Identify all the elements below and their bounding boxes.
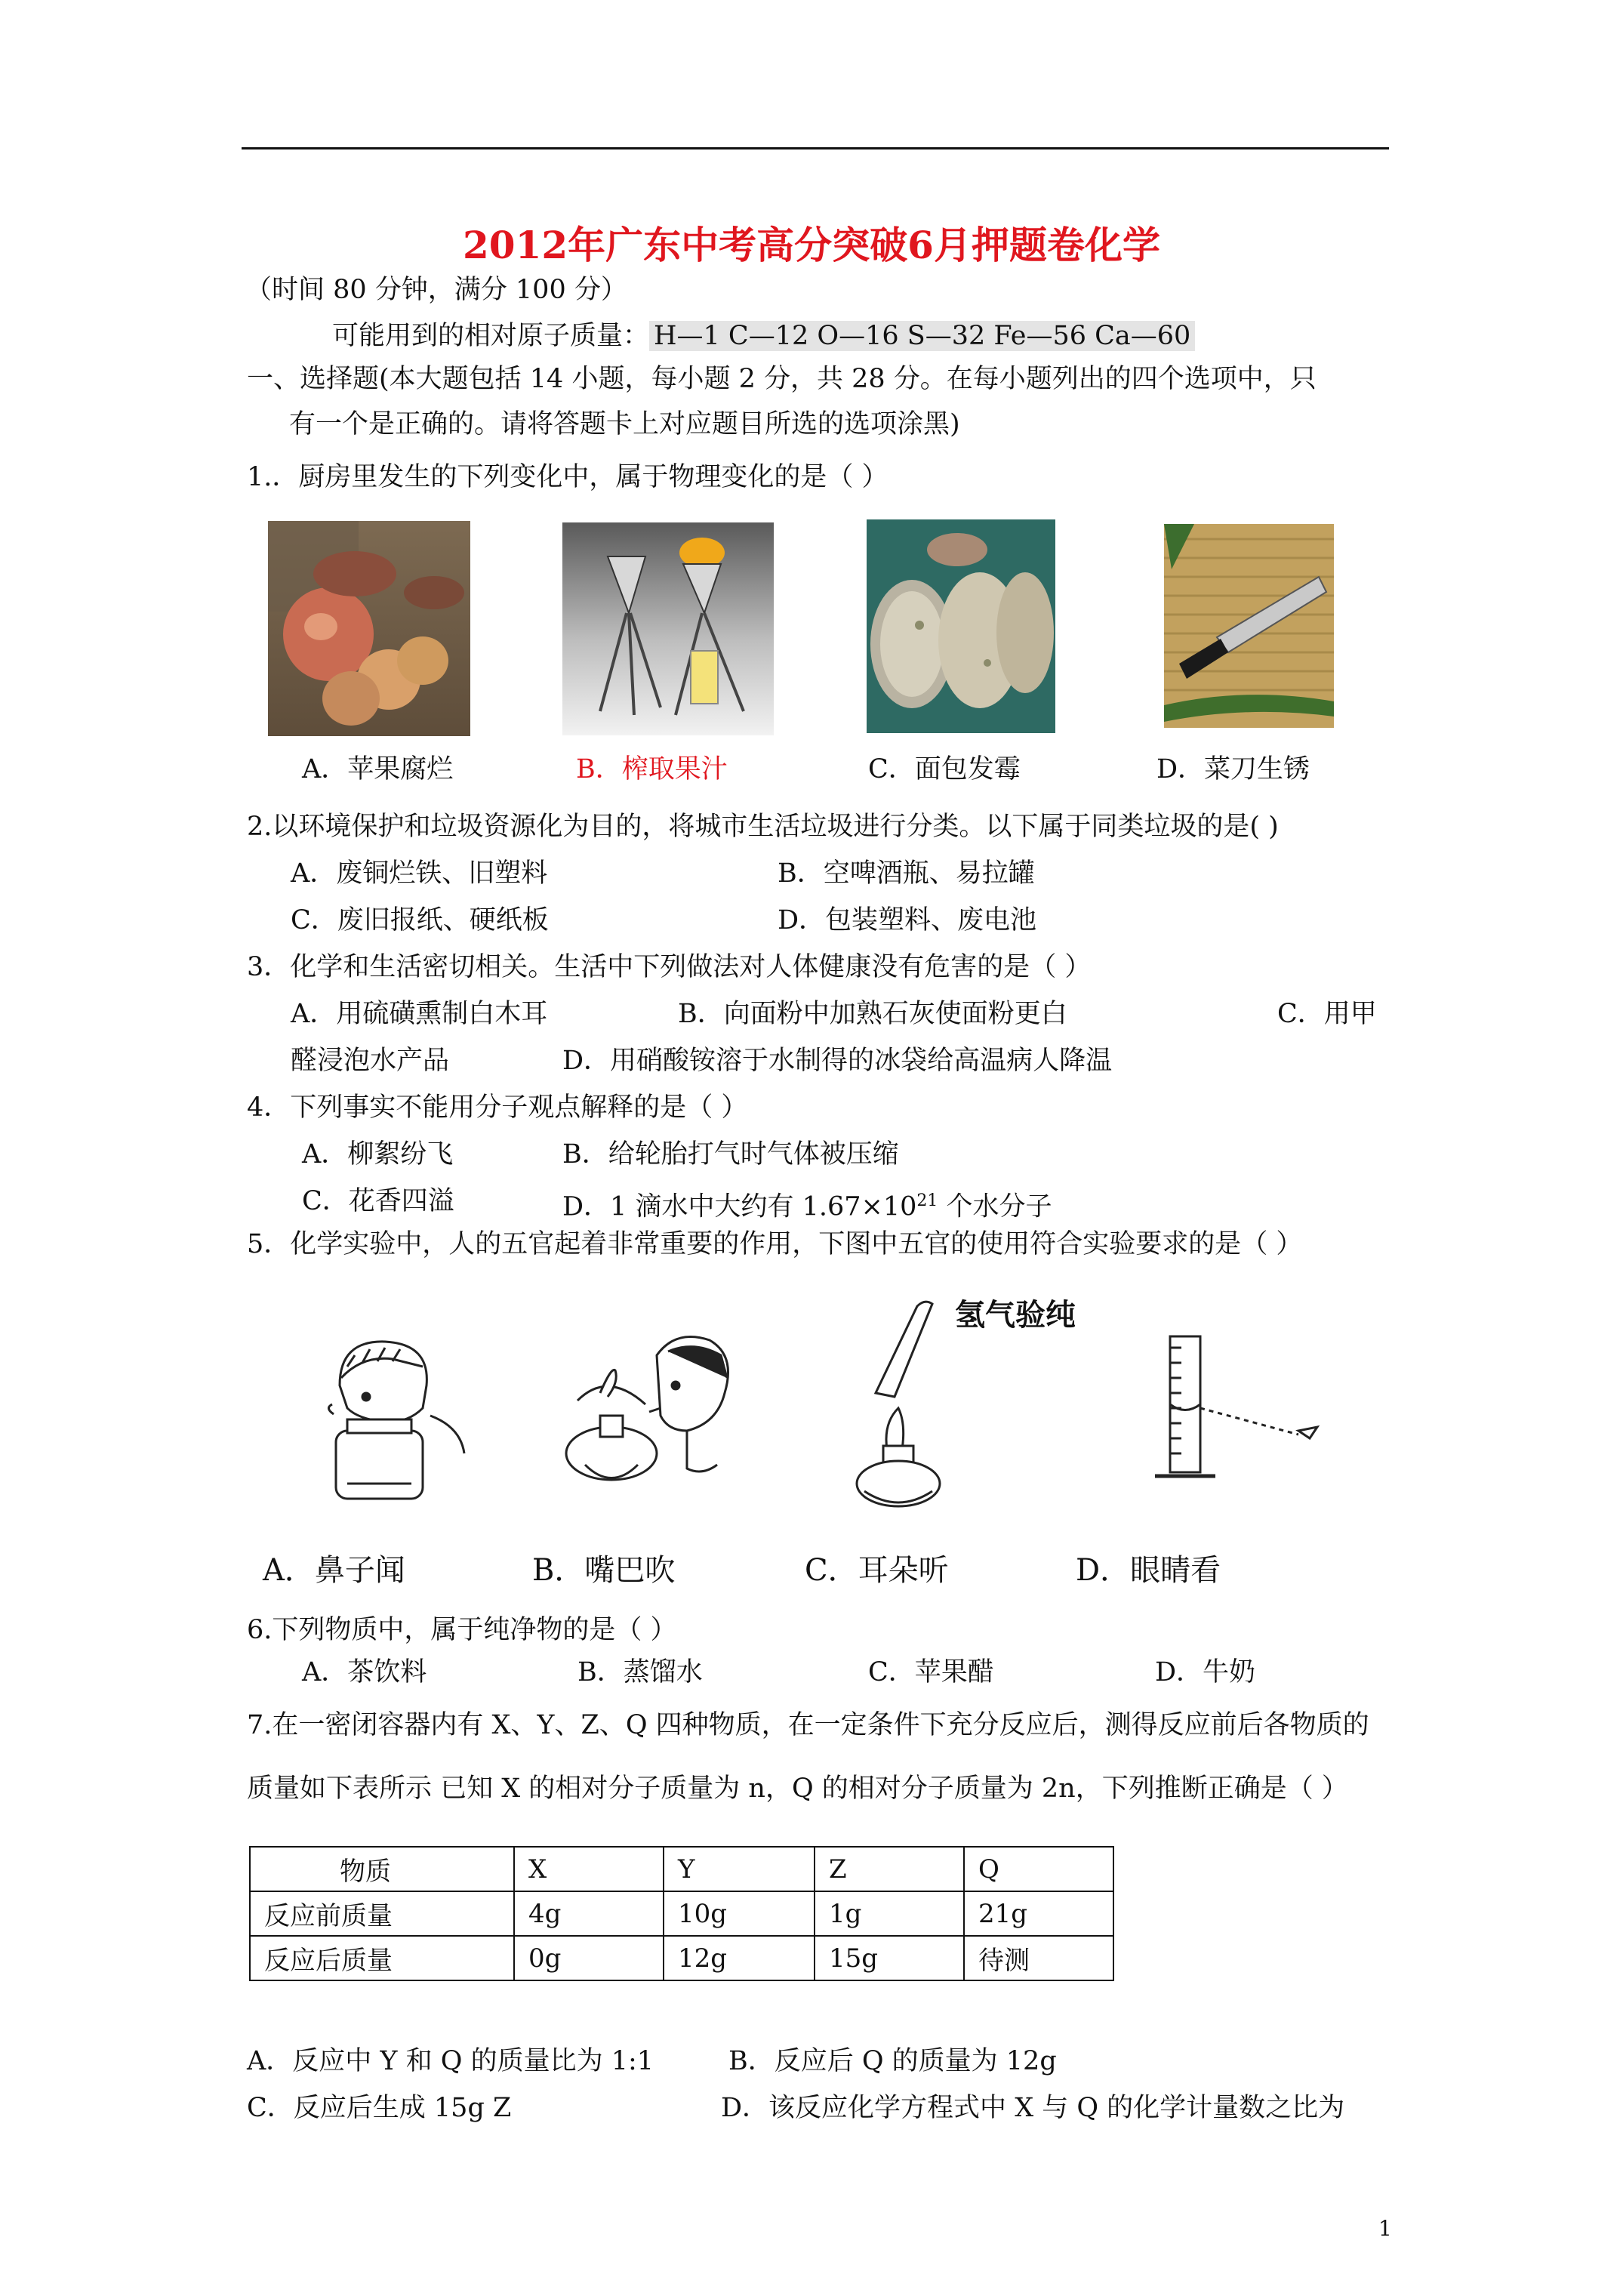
table-cell: 4g <box>514 1891 664 1936</box>
table-row <box>250 1936 1113 1980</box>
section-heading-line1: 一、选择题(本大题包括 14 小题，每小题 2 分，共 28 分。在每小题列出的四个选项中，只 <box>247 364 1317 394</box>
table-cell: 21g <box>964 1891 1113 1936</box>
time-note: （时间 80 分钟，满分 100 分） <box>245 275 627 305</box>
q1-option-c: C．面包发霉 <box>868 754 1021 784</box>
table-cell: 15g <box>815 1936 964 1980</box>
q7-option-a: A．反应中 Y 和 Q 的质量比为 1:1 <box>247 2046 654 2076</box>
q7-stem-line2: 质量如下表所示 已知 X 的相对分子质量为 n，Q 的相对分子质量为 2n，下列推断正确是（ ） <box>247 1774 1348 1804</box>
table-cell: 12g <box>664 1936 815 1980</box>
q7-option-d: D．该反应化学方程式中 X 与 Q 的化学计量数之比为 <box>721 2093 1345 2123</box>
q5-stem: 5．化学实验中，人的五官起着非常重要的作用，下图中五官的使用符合实验要求的是（ ） <box>247 1229 1303 1259</box>
table-header-cell: X <box>514 1847 664 1891</box>
q4-option-d-suffix: 个水分子 <box>938 1191 1052 1222</box>
q2-option-a: A．废铜烂铁、旧塑料 <box>291 858 548 889</box>
q6-option-c: C．苹果醋 <box>868 1657 994 1687</box>
q4-stem: 4．下列事实不能用分子观点解释的是（ ） <box>247 1093 748 1123</box>
cylinder-reading-figure <box>1140 1333 1329 1494</box>
table-header-cell: 物质 <box>250 1847 514 1891</box>
q4-option-d-exponent: 21 <box>916 1191 938 1210</box>
rusty-knife-image <box>1164 524 1334 728</box>
q3-option-b: B．向面粉中加熟石灰使面粉更白 <box>678 999 1067 1029</box>
q2-option-b: B．空啤酒瓶、易拉罐 <box>778 858 1035 889</box>
rotten-apples-image <box>268 521 470 736</box>
page-number: 1 <box>1378 2216 1392 2241</box>
table-cell: 反应后质量 <box>250 1936 514 1980</box>
q6-option-a: A．茶饮料 <box>302 1657 427 1687</box>
q3-stem: 3．化学和生活密切相关。生活中下列做法对人体健康没有危害的是（ ） <box>247 952 1092 982</box>
table-cell: 0g <box>514 1936 664 1980</box>
table-cell: 待测 <box>964 1936 1113 1980</box>
q3-option-d: D．用硝酸铵溶于水制得的冰袋给高温病人降温 <box>562 1046 1113 1076</box>
q2-option-d: D．包装塑料、废电池 <box>778 905 1037 935</box>
table-header-row <box>250 1847 1113 1891</box>
hydrogen-test-caption: 氢气验纯 <box>955 1298 1076 1333</box>
q3-option-c: C．用甲 <box>1277 999 1377 1029</box>
q1-option-d: D．菜刀生锈 <box>1156 754 1310 784</box>
q2-option-c: C．废旧报纸、硬纸板 <box>291 905 549 935</box>
table-header-cell: Q <box>964 1847 1113 1891</box>
atomic-mass-prefix: 可能用到的相对原子质量： <box>332 321 650 351</box>
q5-option-c: C．耳朵听 <box>805 1553 949 1588</box>
q6-option-b: B．蒸馏水 <box>577 1657 703 1687</box>
q5-option-b: B．嘴巴吹 <box>532 1553 676 1588</box>
q3-option-a: A．用硫磺熏制白木耳 <box>291 999 548 1029</box>
table-cell: 10g <box>664 1891 815 1936</box>
q1-option-a: A．苹果腐烂 <box>302 754 454 784</box>
smell-figure <box>317 1333 468 1509</box>
q5-option-d: D．眼睛看 <box>1076 1553 1221 1588</box>
q4-option-d-prefix: D．1 滴水中大约有 1.67×10 <box>562 1191 917 1222</box>
q1-stem: 1.．厨房里发生的下列变化中，属于物理变化的是（ ） <box>247 462 888 492</box>
q4-option-a: A．柳絮纷飞 <box>302 1139 454 1170</box>
q7-mass-table <box>249 1846 1114 1981</box>
page-title: 2012年广东中考高分突破6月押题卷化学 <box>463 223 1160 267</box>
table-header-cell: Y <box>664 1847 815 1891</box>
table-cell: 反应前质量 <box>250 1891 514 1936</box>
q3-option-c-cont: 醛浸泡水产品 <box>291 1046 450 1076</box>
q5-option-a: A．鼻子闻 <box>263 1553 405 1588</box>
q7-stem-line1: 7.在一密闭容器内有 X、Y、Z、Q 四种物质，在一定条件下充分反应后，测得反应前后各物质的 <box>247 1710 1369 1740</box>
q2-stem: 2.以环境保护和垃圾资源化为目的，将城市生活垃圾进行分类。以下属于同类垃圾的是( ) <box>247 812 1279 842</box>
atomic-mass-values: H—1 C—12 O—16 S—32 Fe—56 Ca—60 <box>649 321 1195 351</box>
moldy-bread-image <box>867 519 1055 733</box>
q4-option-b: B．给轮胎打气时气体被压缩 <box>562 1139 899 1170</box>
blow-figure <box>555 1325 736 1509</box>
header-rule <box>242 147 1389 149</box>
q7-option-c: C．反应后生成 15g Z <box>247 2093 512 2123</box>
q6-stem: 6.下列物质中，属于纯净物的是（ ） <box>247 1615 677 1645</box>
table-header-cell: Z <box>815 1847 964 1891</box>
q1-option-b: B．榨取果汁 <box>576 754 728 784</box>
q7-option-b: B．反应后 Q 的质量为 12g <box>728 2046 1057 2076</box>
juicer-image <box>562 522 774 735</box>
q4-option-d <box>562 1185 1052 1224</box>
q4-option-c: C．花香四溢 <box>302 1186 454 1216</box>
section-heading-line2: 有一个是正确的。请将答题卡上对应题目所选的选项涂黑) <box>289 409 960 439</box>
table-row <box>250 1891 1113 1936</box>
atomic-mass-line <box>332 319 1195 353</box>
q6-option-d: D．牛奶 <box>1155 1657 1256 1687</box>
table-cell: 1g <box>815 1891 964 1936</box>
